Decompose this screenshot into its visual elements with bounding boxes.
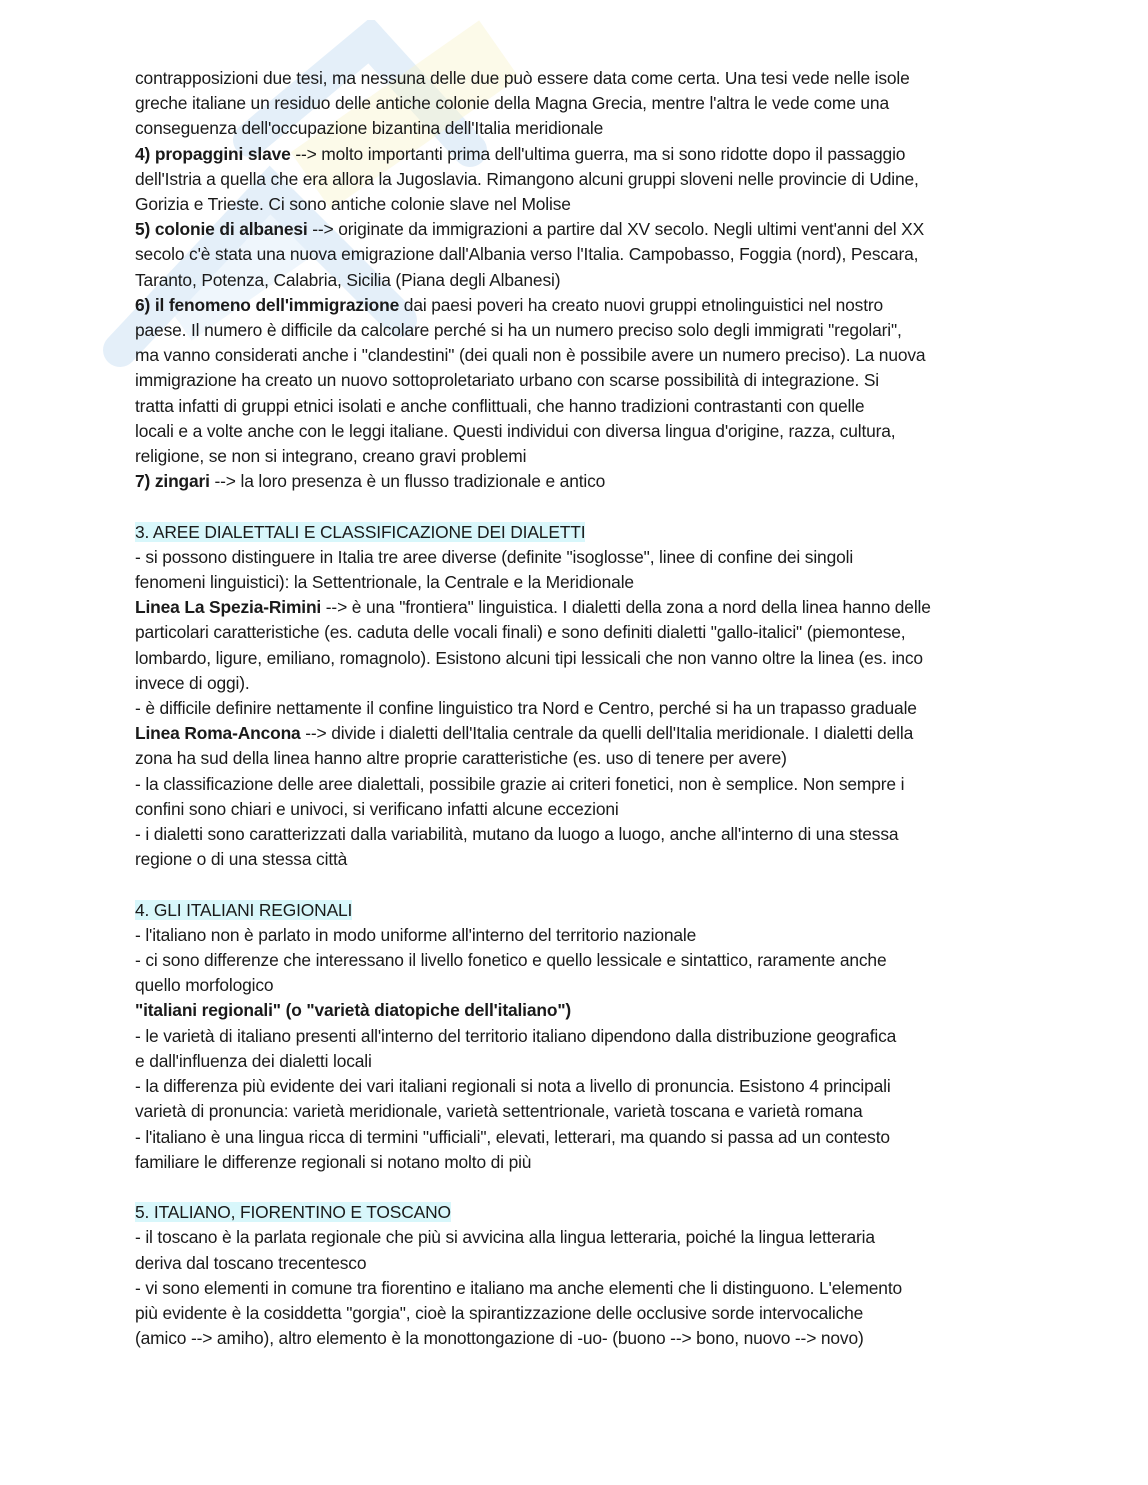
text-run: - l'italiano è una lingua ricca di termini "ufficiali", elevati, letterari, ma quando si passa ad un contesto [135, 1126, 890, 1147]
text-line [135, 570, 1015, 595]
text-line [135, 1150, 1015, 1175]
text-line [135, 595, 1015, 620]
text-run: - l'italiano non è parlato in modo uniforme all'interno del territorio nazionale [135, 924, 697, 945]
text-line [135, 948, 1015, 973]
text-run: religione, se non si integrano, creano gravi problemi [135, 446, 527, 467]
text-line [135, 116, 1015, 141]
text-run: greche italiane un residuo delle antiche colonie della Magna Grecia, mentre l'altra le vede come una [135, 93, 889, 114]
text-line [135, 620, 1015, 645]
text-line [135, 973, 1015, 998]
text-run: immigrazione ha creato un nuovo sottoproletariato urbano con scarse possibilità di integrazione. Si [135, 370, 880, 391]
bold-term: 5) colonie di albanesi [135, 219, 308, 240]
text-run: ma vanno considerati anche i "clandestini" (dei quali non è possibile avere un numero preciso). La nuova [135, 345, 926, 366]
text-line [135, 923, 1015, 948]
section-heading-line [135, 520, 1015, 545]
text-line [135, 217, 1015, 242]
text-line [135, 1074, 1015, 1099]
bold-term: Linea Roma-Ancona [135, 723, 301, 744]
section-heading: 4. GLI ITALIANI REGIONALI [135, 899, 353, 920]
text-run: locali e a volte anche con le leggi italiane. Questi individui con diversa lingua d'origine, razza, cultura, [135, 420, 896, 441]
text-run: paese. Il numero è difficile da calcolare perché si ha un numero preciso solo degli immigrati "regolari", [135, 320, 902, 341]
text-run: dai paesi poveri ha creato nuovi gruppi etnolinguistici nel nostro [399, 294, 884, 315]
text-line [135, 318, 1015, 343]
text-line [135, 1099, 1015, 1124]
text-line [135, 847, 1015, 872]
text-line [135, 772, 1015, 797]
text-run: più evidente è la cosiddetta "gorgia", cioè la spirantizzazione delle occlusive sorde intervocaliche [135, 1302, 864, 1323]
text-line [135, 822, 1015, 847]
bold-term: 4) propaggini slave [135, 143, 291, 164]
text-run: - la differenza più evidente dei vari italiani regionali si nota a livello di pronuncia. Esistono 4 principali [135, 1076, 891, 1097]
section-heading-line [135, 1200, 1015, 1225]
text-line [135, 1301, 1015, 1326]
section-heading: 5. ITALIANO, FIORENTINO E TOSCANO [135, 1202, 451, 1223]
section-heading-line [135, 898, 1015, 923]
text-line [135, 368, 1015, 393]
text-run: --> originate da immigrazioni a partire dal XV secolo. Negli ultimi vent'anni del XX [307, 219, 925, 240]
bold-term: 6) il fenomeno dell'immigrazione [135, 294, 400, 315]
text-run: e dall'influenza dei dialetti locali [135, 1050, 372, 1071]
text-run: fenomeni linguistici): la Settentrionale, la Centrale e la Meridionale [135, 572, 634, 593]
text-run: secolo c'è stata una nuova emigrazione dall'Albania verso l'Italia. Campobasso, Foggia (nord), Pescara, [135, 244, 919, 265]
text-run: --> è una "frontiera" linguistica. I dialetti della zona a nord della linea hanno delle [321, 597, 931, 618]
text-line [135, 1251, 1015, 1276]
text-run: contrapposizioni due tesi, ma nessuna delle due può essere data come certa. Una tesi vede nelle isole [135, 68, 910, 88]
text-run: conseguenza dell'occupazione bizantina dell'Italia meridionale [135, 118, 604, 139]
text-run: - si possono distinguere in Italia tre aree diverse (definite "isoglosse", linee di confine dei singoli [135, 546, 854, 567]
text-run: - i dialetti sono caratterizzati dalla variabilità, mutano da luogo a luogo, anche all'interno di una stessa [135, 824, 899, 845]
paragraph-spacer [135, 1175, 1015, 1200]
text-run: - la classificazione delle aree dialettali, possibile grazie ai criteri fonetici, non è semplice. Non sempre i [135, 773, 905, 794]
text-run: invece di oggi). [135, 672, 250, 693]
text-line [135, 91, 1015, 116]
text-run: --> la loro presenza è un flusso tradizionale e antico [209, 471, 606, 492]
text-line [135, 1276, 1015, 1301]
text-line [135, 1225, 1015, 1250]
text-run: tratta infatti di gruppi etnici isolati e anche conflittuali, che hanno tradizioni contrastanti con quelle [135, 395, 865, 416]
text-line [135, 797, 1015, 822]
text-line [135, 998, 1015, 1023]
text-run: confini sono chiari e univoci, si verificano infatti alcune eccezioni [135, 798, 619, 819]
bold-term: 7) zingari [135, 471, 210, 492]
text-line [135, 1326, 1015, 1351]
text-line [135, 671, 1015, 696]
text-run: regione o di una stessa città [135, 849, 348, 870]
text-line [135, 696, 1015, 721]
text-line [135, 66, 1015, 91]
text-line [135, 192, 1015, 217]
text-run: - vi sono elementi in comune tra fiorentino e italiano ma anche elementi che li distinguono. L'elemento [135, 1277, 903, 1298]
text-run: Gorizia e Trieste. Ci sono antiche colonie slave nel Molise [135, 194, 571, 215]
text-line [135, 1049, 1015, 1074]
section-heading: 3. AREE DIALETTALI E CLASSIFICAZIONE DEI DIALETTI [135, 521, 586, 542]
text-run: quello morfologico [135, 975, 274, 996]
text-line [135, 242, 1015, 267]
text-run: dell'Istria a quella che era allora la Jugoslavia. Rimangono alcuni gruppi sloveni nelle provincie di Udine, [135, 168, 919, 189]
text-run: deriva dal toscano trecentesco [135, 1252, 367, 1273]
bold-term: "italiani regionali" (o "varietà diatopiche dell'italiano") [135, 1000, 572, 1021]
bold-term: Linea La Spezia-Rimini [135, 597, 322, 618]
text-run: --> divide i dialetti dell'Italia centrale da quelli dell'Italia meridionale. I dialetti della [300, 723, 914, 744]
text-run: lombardo, ligure, emiliano, romagnolo). Esistono alcuni tipi lessicali che non vanno oltre la linea (es. inco [135, 647, 923, 668]
paragraph-spacer [135, 494, 1015, 519]
text-line [135, 746, 1015, 771]
text-line [135, 444, 1015, 469]
text-run: zona ha sud della linea hanno altre proprie caratteristiche (es. uso di tenere per avere) [135, 748, 787, 769]
text-line [135, 1125, 1015, 1150]
text-run: Taranto, Potenza, Calabria, Sicilia (Piana degli Albanesi) [135, 269, 561, 290]
text-run: familiare le differenze regionali si notano molto di più [135, 1151, 532, 1172]
text-line [135, 646, 1015, 671]
text-line [135, 419, 1015, 444]
text-run: --> molto importanti prima dell'ultima guerra, ma si sono ridotte dopo il passaggio [290, 143, 906, 164]
text-line [135, 394, 1015, 419]
text-run: - è difficile definire nettamente il confine linguistico tra Nord e Centro, perché si ha un trapasso graduale [135, 698, 917, 719]
text-line [135, 167, 1015, 192]
document-page [135, 66, 1015, 1351]
text-run: varietà di pronuncia: varietà meridionale, varietà settentrionale, varietà toscana e varietà romana [135, 1101, 863, 1122]
text-run: - ci sono differenze che interessano il livello fonetico e quello lessicale e sintattico, raramente anche [135, 950, 887, 971]
text-run: - il toscano è la parlata regionale che più si avvicina alla lingua letteraria, poiché la lingua letteraria [135, 1227, 875, 1248]
text-line [135, 1024, 1015, 1049]
text-line [135, 268, 1015, 293]
text-line [135, 545, 1015, 570]
text-line [135, 721, 1015, 746]
paragraph-spacer [135, 872, 1015, 897]
text-line [135, 469, 1015, 494]
text-run: - le varietà di italiano presenti all'interno del territorio italiano dipendono dalla distribuzione geografica [135, 1025, 897, 1046]
text-run: (amico --> amiho), altro elemento è la monottongazione di -uo- (buono --> bono, nuovo --> novo) [135, 1328, 864, 1349]
text-line [135, 343, 1015, 368]
text-run: particolari caratteristiche (es. caduta delle vocali finali) e sono definiti dialetti "gallo-italici" (piemontese, [135, 622, 906, 643]
text-line [135, 142, 1015, 167]
text-line [135, 293, 1015, 318]
